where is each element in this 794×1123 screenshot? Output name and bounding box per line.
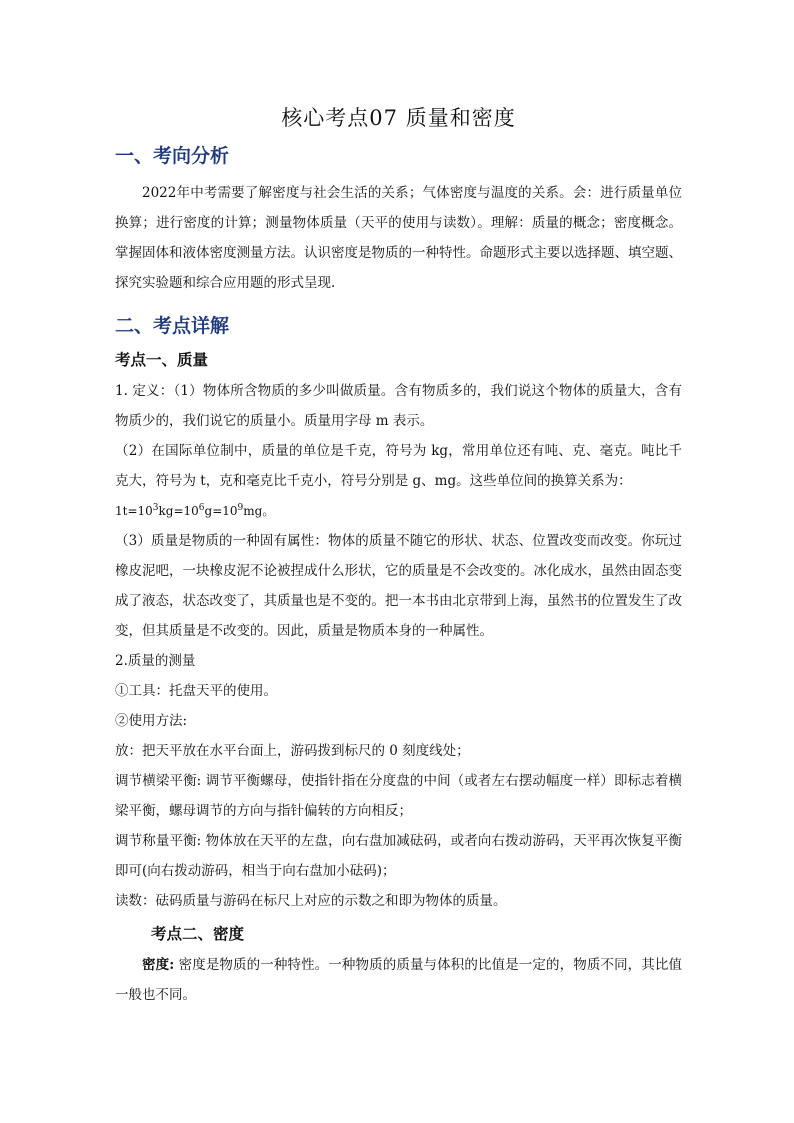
measure-tool: ①工具：托盘天平的使用。	[115, 683, 277, 699]
step-place: 放：把天平放在水平台面上，游码拨到标尺的 0 刻度线处；	[115, 743, 470, 759]
section-heading-analysis: 一、考向分析	[115, 145, 230, 167]
conv-part-b: kg=10	[158, 504, 199, 518]
mass-definition-1: 1. 定义：（1）物体所含物质的多少叫做质量。含有物质多的，我们说这个物体的质量大，含有物质少的，我们说它的质量小。质量用字母 m 表示。	[115, 383, 682, 429]
unit-conversion	[115, 496, 682, 526]
conv-sup-b: 6	[198, 503, 205, 513]
analysis-paragraph: 2022年中考需要了解密度与社会生活的关系；气体密度与温度的关系。会：进行质量单位换算；进行密度的计算；测量物体质量（天平的使用与读数）。理解：质量的概念；密度概念。掌握固体和液体密度测量方法。认识密度是物质的一种特性。命题形式主要以选择题、填空题、探究实验题和综合应用题的形式呈现.	[115, 185, 682, 291]
measure-heading: 2.质量的测量	[115, 653, 196, 669]
conv-part-c: g=10	[204, 504, 238, 518]
conv-part-d: mg。	[243, 504, 275, 518]
mass-definition-3: （3）质量是物质的一种固有属性：物体的质量不随它的形状、状态、位置改变而改变。你玩过橡皮泥吧，一块橡皮泥不论被捏成什么形状，它的质量是不会改变的。冰化成水，虽然由固态变成了液态，状态改变了，其质量也是不变的。把一本书由北京带到上海，虽然书的位置发生了改变，但其质量是不改变的。因此，质量是物质本身的一种属性。	[115, 533, 682, 639]
step-beam: 调节横梁平衡: 调节平衡螺母，使指针指在分度盘的中间（或者左右摆动幅度一样）即标志着横梁平衡，螺母调节的方向与指针偏转的方向相反；	[115, 773, 682, 819]
step-weigh: 调节称量平衡: 物体放在天平的左盘，向右盘加减砝码，或者向右拨动游码，天平再次恢复平衡即可(向右拨动游码，相当于向右盘加小砝码)；	[115, 833, 682, 879]
measure-method: ②使用方法:	[115, 713, 188, 729]
step-read: 读数：砝码质量与游码在标尺上对应的示数之和即为物体的质量。	[115, 893, 507, 909]
conv-sup-a: 3	[152, 503, 159, 513]
density-paragraph	[115, 950, 682, 1010]
conv-sup-c: 9	[237, 503, 244, 513]
point1-heading: 考点一、质量	[115, 351, 209, 369]
density-label: 密度:	[142, 957, 175, 973]
section-heading-details: 二、考点详解	[115, 315, 230, 337]
page-title: 核心考点07 质量和密度	[281, 106, 516, 130]
point2-heading: 考点二、密度	[151, 925, 245, 943]
density-text: 密度是物质的一种特性。一种物质的质量与体积的比值是一定的，物质不同，其比值一般也不同。	[115, 957, 682, 1003]
mass-definition-2: （2）在国际单位制中，质量的单位是千克，符号为 kg，常用单位还有吨、克、毫克。吨比千克大，符号为 t，克和毫克比千克小，符号分别是 g、mg。这些单位间的换算关系为：	[115, 443, 682, 489]
conv-part-a: 1t=10	[115, 504, 153, 518]
